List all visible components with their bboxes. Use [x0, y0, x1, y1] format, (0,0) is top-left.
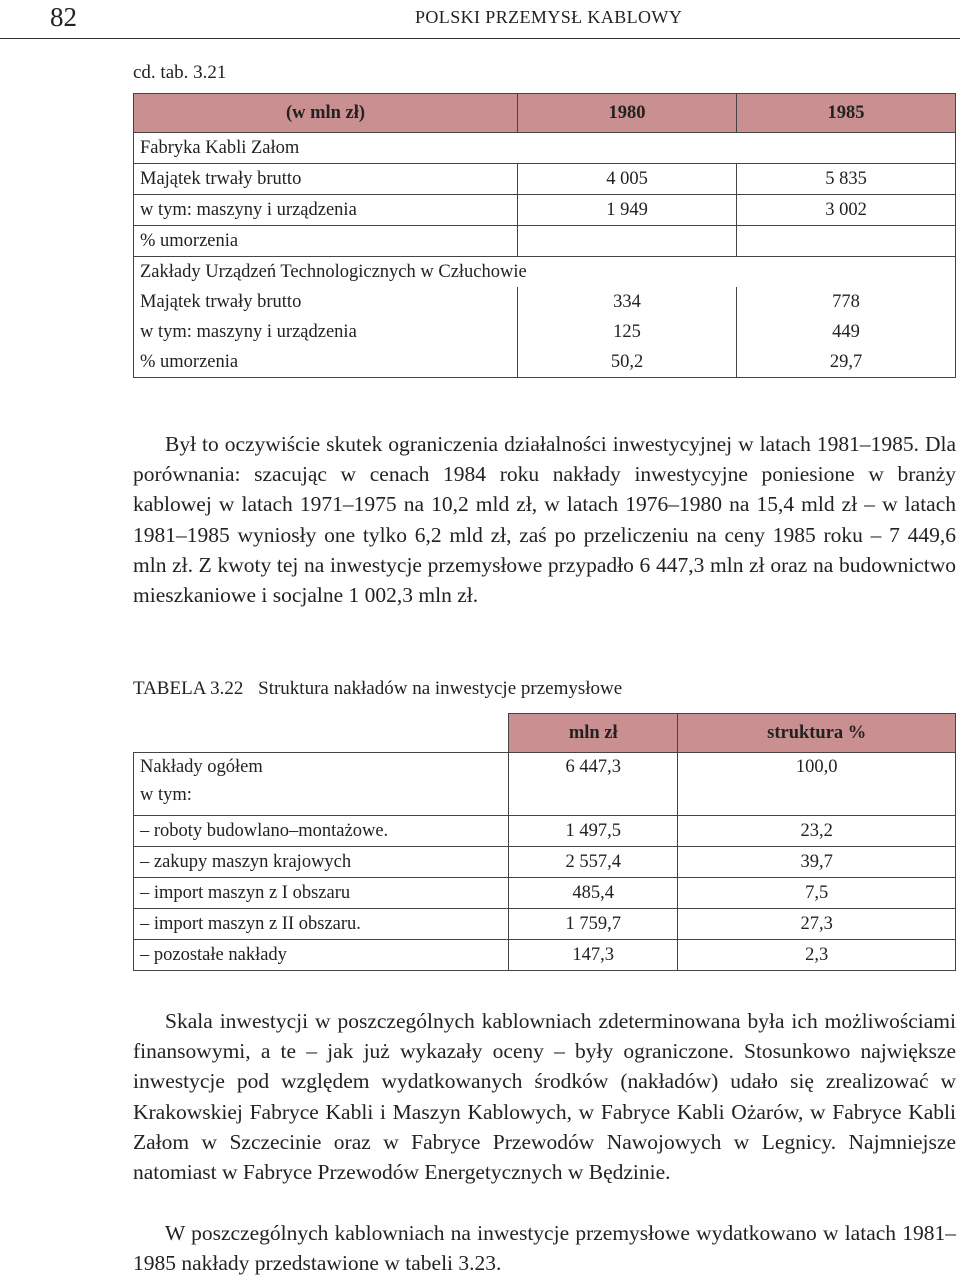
row-pct: 7,5: [678, 878, 956, 909]
table-row: [134, 226, 956, 257]
total-label-cell: [134, 753, 509, 816]
paragraph-text: Był to oczywiście skutek ograniczenia działalności inwestycyjnej w latach 1981–1985. Dla porównania: szacując w cenach 1984 roku nakłady inwestycyjne poniesione w branży kablowej w latach 1971–1975 na 10,2 mld zł, w latach 1976–1980 na 15,4 mld zł – w latach 1981–1985 wyniosły one tylko 6,2 mld zł, zaś po przeliczeniu na ceny 1985 roku – 7 449,6 mln zł. Z kwoty tej na inwestycje przemysłowe przypadło 6 447,3 mln zł oraz na budownictwo mieszkaniowe i socjalne 1 002,3 mln zł.: [133, 432, 956, 608]
paragraph-text: W poszczególnych kablowniach na inwestycje przemysłowe wydatkowano w latach 1981–1985 nakłady przedstawione w tabeli 3.23.: [133, 1221, 956, 1276]
value-1980: [518, 226, 737, 257]
investment-structure-table: [133, 713, 956, 971]
table-row: [134, 195, 956, 226]
value-1980: 4 005: [518, 164, 737, 195]
section-title-zalom: Fabryka Kabli Załom: [134, 133, 956, 164]
row-label: w tym: maszyny i urządzenia: [134, 195, 518, 226]
value-1980: 334: [518, 287, 737, 317]
header-empty: [134, 714, 509, 753]
row-pct: 23,2: [678, 816, 956, 847]
row-pct: 39,7: [678, 847, 956, 878]
table-row: [134, 909, 956, 940]
row-pct: 27,3: [678, 909, 956, 940]
paragraph: [133, 1006, 956, 1187]
value-1985: 29,7: [737, 347, 956, 378]
row-label: – zakupy maszyn krajowych: [134, 847, 509, 878]
total-row: [134, 753, 956, 816]
asset-table: [133, 93, 956, 378]
table-row: [134, 317, 956, 347]
value-1985: [737, 226, 956, 257]
section-row: [134, 257, 956, 288]
row-mln: 147,3: [509, 940, 678, 971]
row-label: – pozostałe nakłady: [134, 940, 509, 971]
table-header-row: [134, 94, 956, 133]
header-1980: 1980: [518, 94, 737, 133]
value-1985: 778: [737, 287, 956, 317]
value-1985: 449: [737, 317, 956, 347]
table-row: [134, 940, 956, 971]
row-label: Majątek trwały brutto: [134, 164, 518, 195]
running-title: POLSKI PRZEMYSŁ KABLOWY: [415, 7, 683, 27]
table-row: [134, 164, 956, 195]
value-1985: 3 002: [737, 195, 956, 226]
row-label: % umorzenia: [134, 226, 518, 257]
value-1980: 125: [518, 317, 737, 347]
row-label: – roboty budowlano–montażowe.: [134, 816, 509, 847]
total-mln: 6 447,3: [509, 753, 678, 816]
section-row: [134, 133, 956, 164]
row-label: – import maszyn z II obszaru.: [134, 909, 509, 940]
row-mln: 2 557,4: [509, 847, 678, 878]
header-unit: (w mln zł): [134, 94, 518, 133]
paragraph: [133, 429, 956, 610]
header-rule: [0, 38, 960, 39]
section-title-czluchow: Zakłady Urządzeń Technologicznych w Człuchowie: [134, 257, 956, 288]
table-continuation-label: cd. tab. 3.21: [133, 62, 227, 83]
value-1980: 1 949: [518, 195, 737, 226]
row-label: Majątek trwały brutto: [134, 287, 518, 317]
row-label: – import maszyn z I obszaru: [134, 878, 509, 909]
table-row: [134, 847, 956, 878]
total-label: Nakłady ogółem: [140, 757, 263, 777]
row-mln: 1 759,7: [509, 909, 678, 940]
paragraph: [133, 1218, 956, 1278]
total-sublabel: w tym:: [140, 785, 192, 805]
table-row: [134, 287, 956, 317]
value-1980: 50,2: [518, 347, 737, 378]
paragraph-text: Skala inwestycji w poszczególnych kablowniach zdeterminowana była ich możliwościami finansowymi, a te – jak już wykazały oceny – były ograniczone. Stosunkowo największe inwestycje pod względem wydatkowanych środków (nakładów) udało się zrealizować w Krakowskiej Fabryce Kabli i Maszyn Kablowych, w Fabryce Kabli Ożarów, w Fabryce Kabli Załom w Szczecinie oraz w Fabryce Przewodów Nawojowych w Legnicy. Najmniejsze natomiast w Fabryce Przewodów Energetycznych w Będzinie.: [133, 1009, 956, 1185]
row-mln: 1 497,5: [509, 816, 678, 847]
page-number: 82: [50, 2, 77, 32]
row-label: % umorzenia: [134, 347, 518, 378]
table-label: TABELA 3.22: [133, 678, 244, 699]
table-row: [134, 347, 956, 378]
row-pct: 2,3: [678, 940, 956, 971]
total-pct: 100,0: [678, 753, 956, 816]
table-row: [134, 878, 956, 909]
table-caption: [133, 678, 622, 700]
table-row: [134, 816, 956, 847]
header-structure: struktura %: [678, 714, 956, 753]
header-mln: mln zł: [509, 714, 678, 753]
header-1985: 1985: [737, 94, 956, 133]
row-label: w tym: maszyny i urządzenia: [134, 317, 518, 347]
row-mln: 485,4: [509, 878, 678, 909]
table-header-row: [134, 714, 956, 753]
value-1985: 5 835: [737, 164, 956, 195]
table-title: Struktura nakładów na inwestycje przemysłowe: [258, 678, 623, 699]
